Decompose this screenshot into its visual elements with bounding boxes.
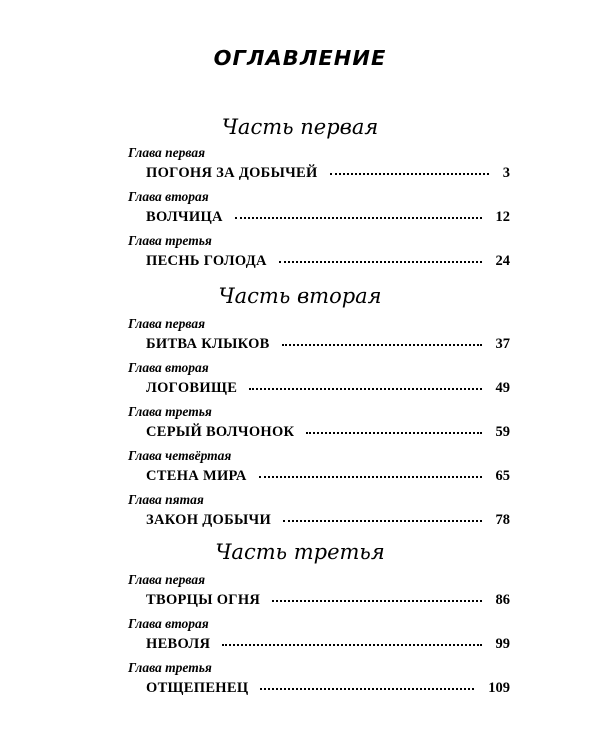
chapter-name: ВОЛЧИЦА bbox=[146, 209, 223, 225]
page-number: 78 bbox=[495, 512, 510, 528]
chapter-name: БИТВА КЛЫКОВ bbox=[146, 336, 270, 352]
dot-leader bbox=[235, 217, 482, 219]
chapter-name: НЕВОЛЯ bbox=[146, 636, 211, 652]
chapter-label: Глава первая bbox=[128, 316, 206, 331]
chapter-line bbox=[146, 209, 510, 226]
page-number: 3 bbox=[502, 165, 510, 181]
part-title-2: Часть вторая bbox=[218, 284, 382, 308]
page-number: 49 bbox=[495, 380, 510, 396]
chapter-line bbox=[146, 468, 510, 485]
chapter-name: СЕРЫЙ ВОЛЧОНОК bbox=[146, 424, 295, 440]
part-title-1: Часть первая bbox=[221, 115, 379, 139]
chapter-name: ТВОРЦЫ ОГНЯ bbox=[146, 592, 261, 608]
chapter-label: Глава вторая bbox=[128, 616, 209, 631]
chapter-line bbox=[146, 512, 510, 529]
chapter-line bbox=[146, 424, 510, 441]
dot-leader bbox=[283, 520, 481, 522]
chapter-label: Глава вторая bbox=[128, 360, 209, 375]
chapter-line bbox=[146, 680, 510, 697]
part-title-3: Часть третья bbox=[215, 540, 385, 564]
chapter-line bbox=[146, 253, 510, 270]
page-number: 109 bbox=[488, 680, 510, 696]
page-number: 65 bbox=[495, 468, 510, 484]
chapter-name: ЗАКОН ДОБЫЧИ bbox=[146, 512, 272, 528]
chapter-name: ПОГОНЯ ЗА ДОБЫЧЕЙ bbox=[146, 165, 318, 181]
chapter-label: Глава вторая bbox=[128, 189, 209, 204]
dot-leader bbox=[259, 476, 482, 478]
chapter-line bbox=[146, 336, 510, 353]
chapter-line bbox=[146, 636, 510, 653]
dot-leader bbox=[222, 644, 481, 646]
page-number: 86 bbox=[495, 592, 510, 608]
chapter-name: СТЕНА МИРА bbox=[146, 468, 247, 484]
dot-leader bbox=[330, 173, 489, 175]
chapter-label: Глава третья bbox=[128, 233, 212, 248]
chapter-name: ОТЩЕПЕНЕЦ bbox=[146, 680, 249, 696]
page-number: 24 bbox=[495, 253, 510, 269]
dot-leader bbox=[282, 344, 482, 346]
chapter-name: ЛОГОВИЩЕ bbox=[146, 380, 238, 396]
page-number: 37 bbox=[495, 336, 510, 352]
chapter-label: Глава четвёртая bbox=[128, 448, 232, 463]
toc-title: ОГЛАВЛЕНИЕ bbox=[213, 46, 387, 70]
chapter-label: Глава первая bbox=[128, 145, 206, 160]
page-number: 59 bbox=[495, 424, 510, 440]
chapter-name: ПЕСНЬ ГОЛОДА bbox=[146, 253, 267, 269]
dot-leader bbox=[260, 688, 474, 690]
chapter-label: Глава первая bbox=[128, 572, 206, 587]
chapter-line bbox=[146, 380, 510, 397]
dot-leader bbox=[249, 388, 481, 390]
chapter-line bbox=[146, 165, 510, 182]
dot-leader bbox=[279, 261, 482, 263]
page-number: 99 bbox=[495, 636, 510, 652]
dot-leader bbox=[272, 600, 481, 602]
page-number: 12 bbox=[495, 209, 510, 225]
chapter-label: Глава третья bbox=[128, 404, 212, 419]
chapter-line bbox=[146, 592, 510, 609]
chapter-label: Глава пятая bbox=[128, 492, 204, 507]
chapter-label: Глава третья bbox=[128, 660, 212, 675]
dot-leader bbox=[306, 432, 481, 434]
